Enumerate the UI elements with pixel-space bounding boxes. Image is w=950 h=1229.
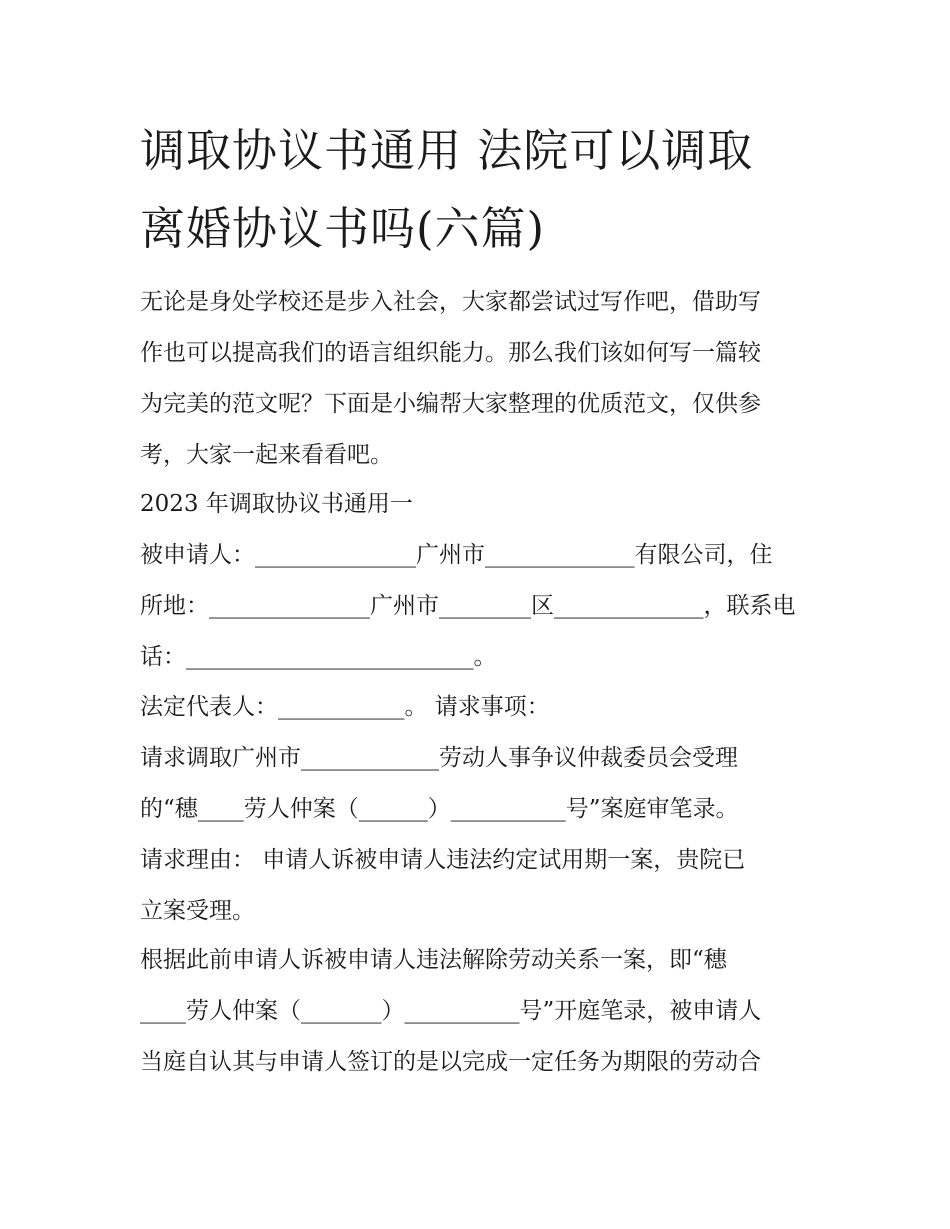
respondent-line: 所地：______________广州市________区_____________，联系电 — [140, 593, 796, 619]
intro-line: 为完美的范文呢？下面是小编帮大家整理的优质范文，仅供参 — [140, 391, 761, 417]
intro-line: 无论是身处学校还是步入社会，大家都尝试过写作吧，借助写 — [140, 289, 761, 315]
intro-line: 考，大家一起来看看吧。 — [140, 442, 393, 468]
reason-line: 请求理由： 申请人诉被申请人违法约定试用期一案，贵院已 — [140, 847, 746, 873]
title-line-1: 调取协议书通用 法院可以调取 — [140, 124, 754, 177]
reason-line: 立案受理。 — [140, 898, 255, 924]
legal-rep-line: 法定代表人：___________。 请求事项： — [140, 694, 550, 720]
title-line-2: 离婚协议书吗(六篇) — [140, 202, 546, 255]
request-line: 的“穗____劳人仲案（______）__________号”案庭审笔录。 — [140, 796, 739, 822]
basis-line: ____劳人仲案（_______）__________号”开庭笔录，被申请人 — [140, 998, 762, 1024]
section-heading: 2023 年调取协议书通用一 — [140, 491, 413, 517]
basis-line: 当庭自认其与申请人签订的是以完成一定任务为期限的劳动合 — [140, 1049, 761, 1075]
respondent-line: 话：_________________________。 — [140, 644, 497, 670]
respondent-line: 被申请人：______________广州市_____________有限公司，住 — [140, 542, 773, 568]
basis-line: 根据此前申请人诉被申请人违法解除劳动关系一案，即“穗 — [140, 947, 727, 973]
document-title — [140, 112, 820, 268]
request-line: 请求调取广州市____________劳动人事争议仲裁委员会受理 — [140, 745, 738, 771]
intro-line: 作也可以提高我们的语言组织能力。那么我们该如何写一篇较 — [140, 340, 761, 366]
